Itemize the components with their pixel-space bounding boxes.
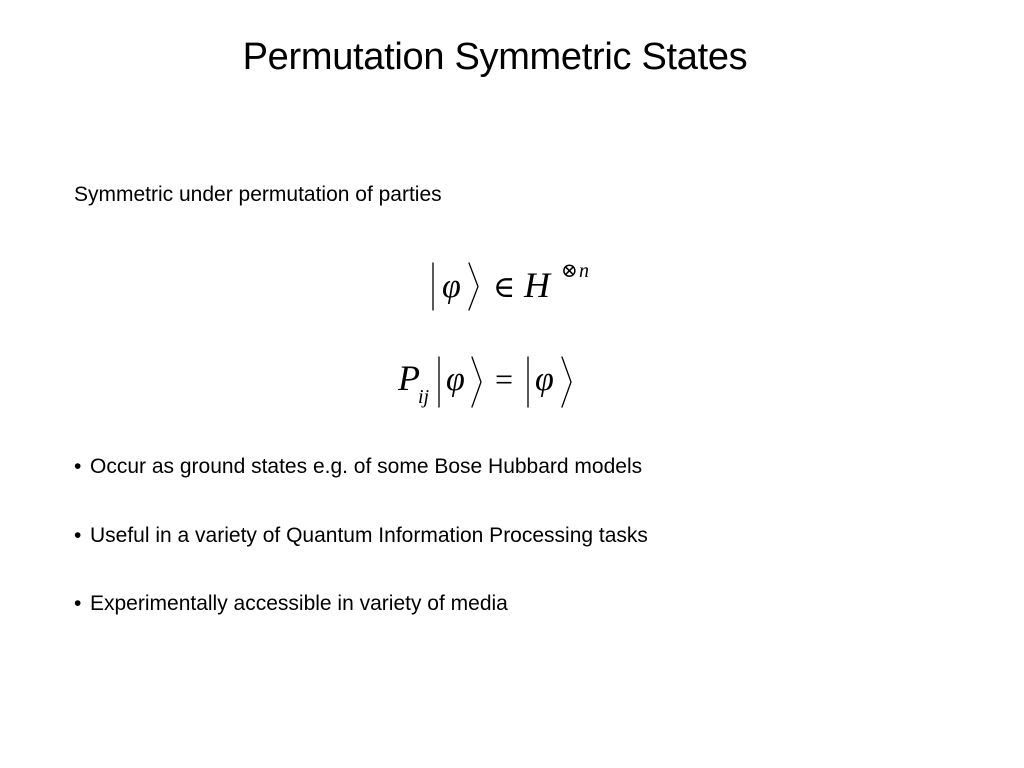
bullet-marker: • <box>74 455 82 478</box>
operator-subscript-ij: ij <box>418 386 430 408</box>
exponent-n: n <box>579 260 589 282</box>
result-ket-phi-symbol: φ <box>535 361 554 398</box>
tensor-symbol: ⊗ <box>561 260 578 282</box>
bullet-item <box>74 521 648 551</box>
bullet-marker: • <box>74 523 82 547</box>
ket-phi-symbol: φ <box>442 268 461 305</box>
bullet-text: Occur as ground states e.g. of some Bose Hubbard models <box>90 455 643 478</box>
equals-symbol: = <box>495 361 514 397</box>
equation-membership <box>428 255 603 320</box>
bullet-marker: • <box>74 592 82 615</box>
slide-title: Permutation Symmetric States <box>242 36 748 78</box>
equation-permutation <box>396 350 596 420</box>
result-ket-right-angle <box>562 357 571 407</box>
hilbert-space-symbol: H <box>524 265 550 305</box>
bullet-text: Experimentally accessible in variety of media <box>90 592 508 615</box>
bullet-text: Useful in a variety of Quantum Information Processing tasks <box>90 523 648 547</box>
ket-right-angle <box>469 263 478 310</box>
bullet-list <box>74 452 648 658</box>
bullet-item <box>74 589 648 619</box>
ket-phi-symbol: φ <box>446 361 465 398</box>
element-of-symbol: ∈ <box>493 271 516 304</box>
ket-right-angle <box>472 357 481 407</box>
operator-p: P <box>398 358 420 398</box>
bullet-item <box>74 452 648 482</box>
intro-text: Symmetric under permutation of parties <box>74 183 442 206</box>
